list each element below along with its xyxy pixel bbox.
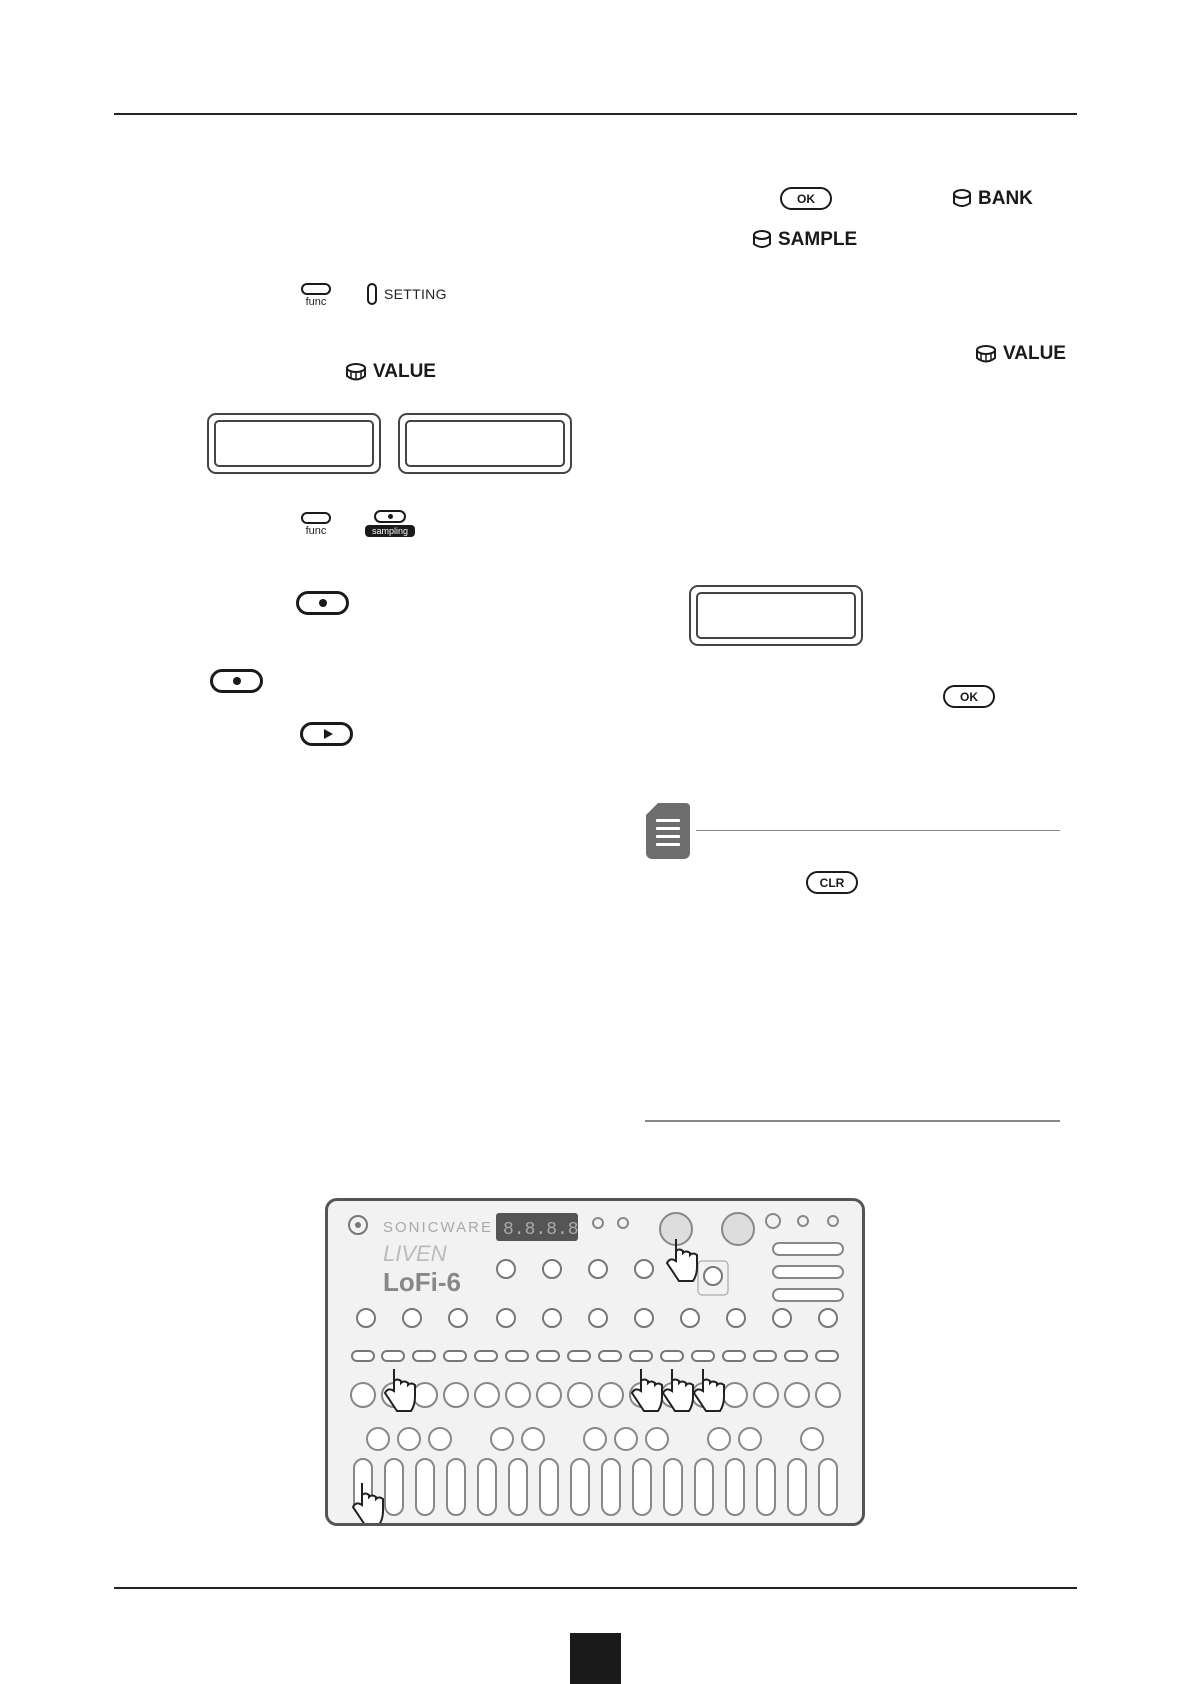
value-knob-label: VALUE: [345, 361, 436, 383]
record-key-icon-2: [210, 669, 263, 693]
play-key-icon: [300, 722, 353, 746]
lcd-display-left: [207, 413, 381, 474]
model-text: LoFi-6: [383, 1267, 461, 1297]
brand-text: SONICWARE: [383, 1219, 493, 1236]
record-key-icon: [296, 591, 349, 615]
ok-key-icon: OK: [780, 187, 832, 210]
value-knob-icon: [345, 361, 367, 383]
lcd-display-right: [398, 413, 572, 474]
note-icon: [646, 803, 690, 859]
device-illustration: [325, 1198, 865, 1526]
note-top-rule: [696, 830, 1060, 831]
device-panel-svg: [328, 1201, 862, 1523]
bank-label: BANK: [952, 188, 1033, 210]
func-key-icon: [299, 283, 333, 317]
page-number-box: [570, 1633, 621, 1684]
lcd-display-center: [689, 585, 863, 646]
series-text: LIVEN: [383, 1241, 447, 1266]
footer-rule: [114, 1587, 1077, 1589]
bank-encoder-icon: [952, 188, 972, 210]
sampling-key-icon: [365, 510, 415, 540]
clr-key-icon: CLR: [806, 871, 858, 894]
header-rule: [114, 113, 1077, 115]
sample-encoder-icon: [752, 229, 772, 251]
func-key-label: func: [305, 296, 327, 308]
ok-key-icon-2: OK: [943, 685, 995, 708]
device-display-text: 8.8.8.8: [503, 1220, 579, 1240]
note-bottom-rule: [645, 1120, 1060, 1122]
setting-label: SETTING: [384, 286, 447, 302]
value-knob-icon-right: [975, 343, 997, 365]
sample-label: SAMPLE: [752, 229, 857, 251]
value-knob-label-right: VALUE: [975, 343, 1066, 365]
setting-slider-icon: [367, 283, 377, 305]
sampling-key-label: sampling: [365, 525, 415, 537]
func-key-icon-2: func: [299, 512, 333, 546]
